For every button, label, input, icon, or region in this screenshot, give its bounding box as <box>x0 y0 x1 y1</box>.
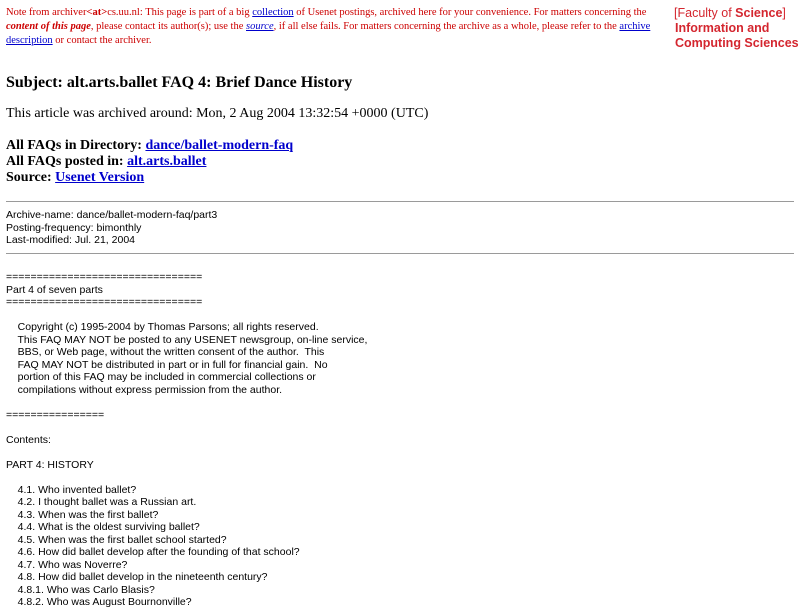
article-body: ================================ Part 4 of seven parts ================================ Copyright (c) 1995-2004 by Thomas Parsons; all rights reserved. This FAQ MAY NOT be posted to any USENET newsgroup, on-line service, BBS, or Web page, without the written consent of the author. This FAQ MAY NOT be distributed in part or in full for financial gain. No portion of this FAQ may be included in commercial collections or compilations without express permission from the author. ================ Contents: PART 4: HISTORY 4.1. Who invented ballet? 4.2. I thought ballet was a Russian art. 4.3. When was the first ballet? 4.4. What is the oldest surviving ballet? 4.5. When was the first ballet school started? 4.6. How did ballet develop after the founding of that school? 4.7. Who was Noverre? 4.8. How did ballet develop in the nineteenth century? 4.8.1. Who was Carlo Blasis? 4.8.2. Who was August Bournonville? <box>6 271 368 608</box>
note-at: <at> <box>86 7 108 18</box>
note-text: , if all else fails. For matters concerning the archive as a whole, please refer to the <box>273 21 620 32</box>
posted-in-label: All FAQs posted in: <box>6 154 128 169</box>
archive-description-link[interactable]: archive description <box>6 21 651 46</box>
note-text: of Usenet postings, archived here for your convenience. For matters concerning the <box>293 7 647 18</box>
note-text: or contact the archiver. <box>52 35 152 46</box>
directory-row <box>6 138 293 154</box>
note-text: cs.uu.nl: This page is part of a big <box>107 7 253 18</box>
source-row <box>6 170 293 186</box>
logo-line-computing: Computing Sciences <box>675 36 799 50</box>
faculty-logo[interactable] <box>674 6 799 51</box>
directory-link[interactable]: dance/ballet-modern-faq <box>145 138 294 153</box>
directory-label: All FAQs in Directory: <box>6 138 146 153</box>
logo-line-information: Information and <box>675 21 770 35</box>
content-of-page-emphasis: content of this page <box>6 21 91 32</box>
logo-faculty-text: Faculty of <box>677 6 736 20</box>
newsgroup-link[interactable]: alt.arts.ballet <box>127 154 207 169</box>
collection-link[interactable]: collection <box>252 7 294 18</box>
archived-date: This article was archived around: Mon, 2 Aug 2004 13:32:54 +0000 (UTC) <box>6 106 429 121</box>
article-header-block: Archive-name: dance/ballet-modern-faq/part3 Posting-frequency: bimonthly Last-modified: Jul. 21, 2004 <box>6 209 218 246</box>
divider <box>6 201 794 202</box>
source-label: Source: <box>6 170 56 185</box>
source-link[interactable]: source <box>246 21 274 32</box>
note-text: Note from archiver <box>6 7 87 18</box>
article-subject: Subject: alt.arts.ballet FAQ 4: Brief Dance History <box>6 74 353 91</box>
logo-bracket-open: [ <box>674 6 678 20</box>
logo-line-faculty <box>674 6 796 21</box>
archiver-note <box>6 6 666 48</box>
logo-science-text: Science <box>735 6 783 20</box>
divider <box>6 253 794 254</box>
logo-bracket-close: ] <box>782 6 786 20</box>
posted-in-row <box>6 154 293 170</box>
usenet-version-link[interactable]: Usenet Version <box>55 170 145 185</box>
faq-meta <box>6 138 293 186</box>
note-text: , please contact its author(s); use the <box>90 21 247 32</box>
